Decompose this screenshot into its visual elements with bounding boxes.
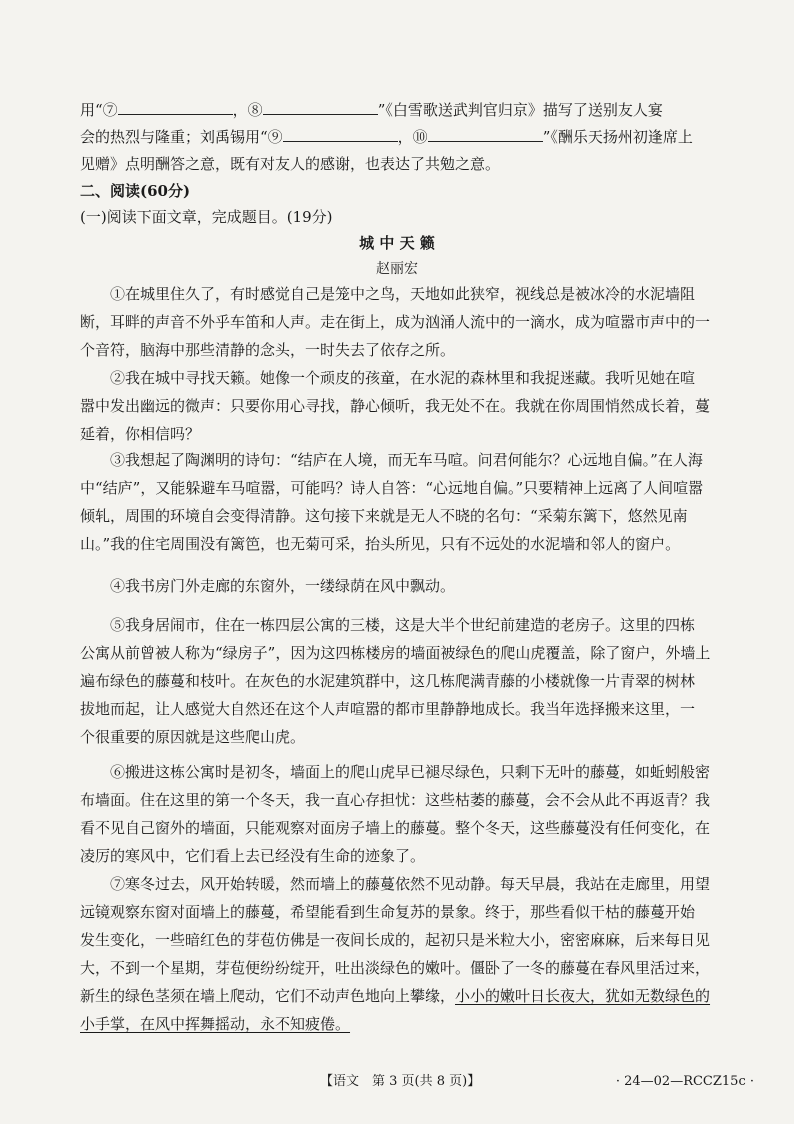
article-line: 大，不到一个星期，芽苞便纷纷绽开，吐出淡绿色的嫩叶。僵卧了一冬的藤蔓在春风里活过来， — [80, 959, 711, 977]
fill-in-text: ，⑧ — [232, 101, 263, 119]
underlined-sentence: 小小的嫩叶日长夜大，犹如无数绿色的 — [455, 987, 711, 1005]
article-line — [80, 1014, 748, 1034]
article-line: ⑥搬进这栋公寓时是初冬，墙面上的爬山虎早已褪尽绿色，只剩下无叶的藤蔓，如蚯蚓般密 — [110, 763, 711, 781]
article-line: 个音符，脑海中那些清静的念头，一时失去了依存之所。 — [80, 341, 456, 359]
fill-in-line-1 — [80, 100, 748, 120]
fill-in-text: 会的热烈与隆重；刘禹锡用“⑨ — [80, 128, 283, 146]
article-line: 遍布绿色的藤蔓和枝叶。在灰色的水泥建筑群中，这几栋爬满青藤的小楼就像一片青翠的树林 — [80, 672, 696, 690]
article-line: 中“结庐”，又能躲避车马喧嚣，可能吗？诗人自答：“心远地自偏。”只要精神上远离了人间喧嚣 — [80, 479, 704, 497]
article-line: ④我书房门外走廊的东窗外，一缕绿荫在风中飘动。 — [110, 577, 456, 595]
exam-code: · 24—02—RCCZ15c · — [615, 1074, 754, 1089]
answer-blank-7[interactable] — [118, 100, 233, 115]
article-text: 僵卧了一冬的藤蔓在春风里活过来， — [470, 959, 711, 977]
article-line: 凌厉的寒风中，它们看上去已经没有生命的迹象了。 — [80, 847, 426, 865]
article-line: ①在城里住久了，有时感觉自己是笼中之鸟，天地如此狭窄，视线总是被冰冷的水泥墙阻 — [110, 285, 696, 303]
article-line: ③我想起了陶渊明的诗句：“结庐在人境，而无车马喧。问君何能尔？心远地自偏。”在人海 — [110, 451, 703, 469]
fill-in-line-2 — [80, 127, 748, 147]
article-title: 城 中 天 籁 — [359, 234, 435, 252]
article-line: 断，耳畔的声音不外乎车笛和人声。走在街上，成为汹涌人流中的一滴水，成为喧嚣市声中的一 — [80, 313, 711, 331]
article-line: 倾轧，周围的环境自会变得清静。这句接下来就是无人不晓的名句：“采菊东篱下，悠然见南 — [80, 507, 688, 525]
article-line: 个很重要的原因就是这些爬山虎。 — [80, 728, 306, 746]
article-line: ⑤我身居闹市，住在一栋四层公寓的三楼，这是大半个世纪前建造的老房子。这里的四栋 — [110, 616, 696, 634]
article-text: 新生的绿色茎须在墙上爬动，它们不动声色地向上攀缘， — [80, 987, 456, 1005]
fill-in-line-3: 见赠》点明酬答之意，既有对友人的感谢，也表达了共勉之意。 — [80, 155, 501, 173]
underlined-sentence: 小手掌，在风中挥舞摇动，永不知疲倦。 — [80, 1015, 351, 1033]
article-line: 嚣中发出幽远的微声：只要你用心寻找，静心倾听，我无处不在。我就在你周围悄然成长着，蔓 — [80, 397, 711, 415]
section-heading: 二、阅读(60分) — [80, 182, 191, 200]
article-line: 布墙面。住在这里的第一个冬天，我一直心存担忧：这些枯萎的藤蔓，会不会从此不再返青？我 — [80, 791, 711, 809]
fill-in-text: ，⑩ — [397, 128, 428, 146]
answer-blank-8[interactable] — [263, 100, 378, 115]
article-line: ②我在城中寻找天籁。她像一个顽皮的孩童，在水泥的森林里和我捉迷藏。我听见她在喧 — [110, 369, 696, 387]
article-author: 赵丽宏 — [376, 261, 418, 277]
fill-in-text: ”《酬乐天扬州初逢席上 — [542, 128, 693, 146]
article-line: 延着，你相信吗？ — [80, 425, 201, 443]
fill-in-text: ”《白雪歌送武判官归京》描写了送别友人宴 — [377, 101, 663, 119]
answer-blank-10[interactable] — [428, 127, 543, 142]
article-line: ⑦寒冬过去，风开始转暖，然而墙上的藤蔓依然不见动静。每天早晨，我站在走廊里，用望 — [110, 875, 711, 893]
answer-blank-9[interactable] — [283, 127, 398, 142]
article-line: 看不见自己窗外的墙面，只能观察对面房子墙上的藤蔓。整个冬天，这些藤蔓没有任何变化，在 — [80, 819, 711, 837]
article-line — [80, 986, 748, 1006]
subsection-heading: (一)阅读下面文章，完成题目。(19分) — [80, 208, 333, 226]
article-line: 发生变化，一些暗红色的芽苞仿佛是一夜间长成的，起初只是米粒大小，密密麻麻，后来每日见 — [80, 931, 711, 949]
fill-in-text: 用“⑦ — [80, 101, 118, 119]
page-number: 【语文 第 3 页(共 8 页)】 — [320, 1074, 481, 1089]
article-line: 山。”我的住宅周围没有篱笆，也无菊可采，抬头所见，只有不远处的水泥墙和邻人的窗户。 — [80, 535, 681, 553]
article-line: 公寓从前曾被人称为“绿房子”，因为这四栋楼房的墙面被绿色的爬山虎覆盖，除了窗户，外墙上 — [80, 644, 711, 662]
article-line: 远镜观察东窗对面墙上的藤蔓，希望能看到生命复苏的景象。终于，那些看似干枯的藤蔓开始 — [80, 903, 696, 921]
article-line: 拔地而起，让人感觉大自然还在这个人声喧嚣的都市里静静地成长。我当年选择搬来这里，一 — [80, 700, 696, 718]
